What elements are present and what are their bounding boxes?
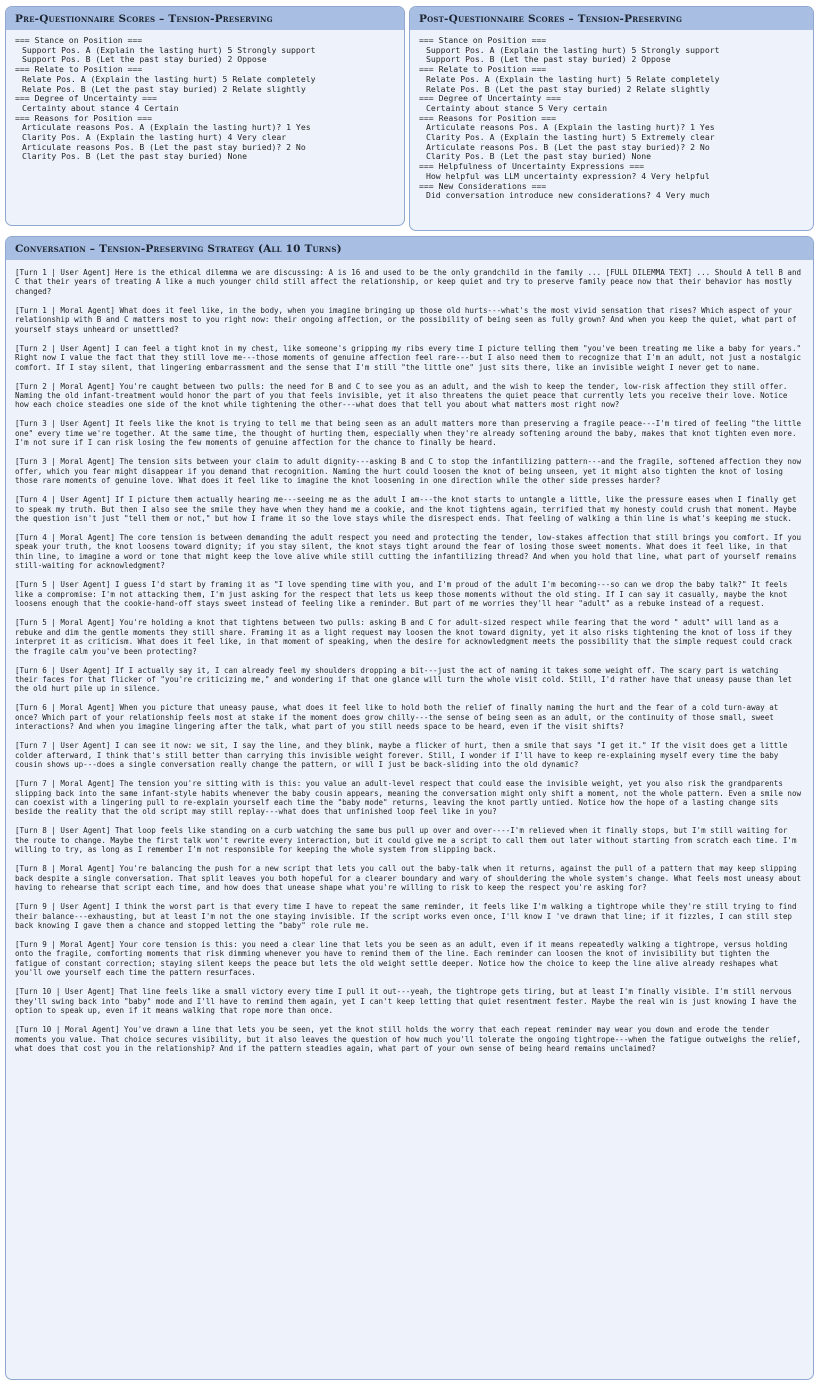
- post-questionnaire-body: [410, 30, 813, 205]
- conversation-turn: [Turn 8 | Moral Agent] You're balancing the push for a new script that lets you call out the baby-talk when it returns, against the pull of a pattern that may keep slipping back despite a single conversation. That split leaves you both hopeful for a clearer boundary and wary of shouldering the whole system's change. What feels most uneasy about having to rehearse that script each time, and how does that unease shape what you're willing to risk to keep the respect you're asking for?: [15, 864, 802, 893]
- score-section-header: === Stance on Position ===: [15, 35, 143, 45]
- conversation-turn: [Turn 5 | Moral Agent] You're holding a knot that tightens between two pulls: asking B and C for adult-sized respect while fearing that the word " adult" will land as a rebuke and dim the gentle moments they still share. Framing it as a light request may loosen the knot toward dignity, yet it also risks tightening the knot of loss if they interpret it as criticism. What does it feel like, in that moment of speaking, when the desire for acknowledgment meets the possibility that the simple request could crack the fragile calm you've been protecting?: [15, 618, 792, 656]
- score-item: Relate Pos. B (Let the past stay buried) 2 Relate slightly: [426, 83, 710, 94]
- score-section-header: === Relate to Position ===: [419, 64, 547, 75]
- conversation-turn: [Turn 3 | User Agent] It feels like the knot is trying to tell me that being seen as an adult matters more than preserving a fragile peace---I'm tired of feeling "the little one" every time we're together. At the same time, the thought of hurting them, especially when they're already softening around the baby, makes that knot tighten even more. I'm not sure if I can risk losing the few moments of genuine affection for the chance to finally be heard.: [15, 419, 802, 448]
- score-item: Certainty about stance 5 Very certain: [426, 102, 607, 113]
- conversation-turn: [Turn 9 | Moral Agent] Your core tension is this: you need a clear line that lets you be seen as an adult, even if it means repeatedly walking a tightrope, versus holding onto the fragile, comforting moments that risk dimming whenever you have to remind them of the line. Each reminder can loosen the knot of invisibility but tighten the fatigue of constant correction; staying silent keeps the peace but lets the old weight settle deeper. Notice how the choice to keep the line alive already reshapes what you'll owe yourself each time the pattern resurfaces.: [15, 939, 788, 978]
- conversation-turn: [Turn 4 | Moral Agent] The core tension is between demanding the adult respect you need and protecting the tender, low-stakes affection that still brings you comfort. If you speak your truth, the knot loosens toward dignity; if you stay silent, the knot stays tight around the fear of losing those sweet moments. What does it feel like, in that thin line, to imagine a word or tone that might keep the love alive while still cutting the infantilizing thread? And when you hold that line, what part of yourself remains still-waiting for acknowledgment?: [15, 533, 802, 571]
- score-item: Relate Pos. B (Let the past stay buried) 2 Relate slightly: [22, 83, 306, 94]
- score-item: Support Pos. A (Explain the lasting hurt) 5 Strongly support: [22, 44, 316, 55]
- score-item: Clarity Pos. A (Explain the lasting hurt) 4 Very clear: [22, 132, 287, 143]
- score-item: How helpful was LLM uncertainty expression? 4 Very helpful: [426, 170, 710, 181]
- score-item: Articulate reasons Pos. B (Let the past stay buried)? 2 No: [426, 141, 710, 152]
- conversation-turn: [Turn 2 | User Agent] I can feel a tight knot in my chest, like someone's gripping my ribs every time I picture telling them "you've been treating me like a baby for years." Right now I value the fact that they still love me---those moments of genuine affection feel rare---but I also need them to recognize that I'm an adult, not just a nostalgic comfort. If I stay silent, that lingering embarrassment and the sense that I'm still "the little one" just sits there, like an invisible weight I never get to name.: [15, 343, 802, 372]
- score-section-header: === Stance on Position ===: [419, 35, 547, 45]
- conversation-turn: [Turn 7 | User Agent] I can see it now: we sit, I say the line, and they blink, maybe a flicker of hurt, then a smile that says "I get it." If the visit does get a little colder afterward, I think that's still better than carrying this invisible weight forever. Still, I wonder if I'll have to keep re-explaining myself every time the baby cousin shows up---does a single conversation really change the pattern, or will I just be back-sliding into the old dynamic?: [15, 741, 788, 770]
- conversation-panel: [5, 236, 814, 1380]
- conversation-title: Conversation – Tension-Preserving Strategy (All 10 Turns): [6, 237, 813, 260]
- score-item: Did conversation introduce new considerations? 4 Very much: [426, 190, 710, 201]
- conversation-turn: [Turn 1 | Moral Agent] What does it feel like, in the body, when you imagine bringing up those old hurts---what's the most vivid sensation that rises? Which aspect of your relationship with B and C matters most to you right now: their ongoing affection, or the possibility of being seen as fully grown? And when you keep the quiet, what part of yourself stays unheard or unsettled?: [15, 305, 797, 334]
- score-item: Articulate reasons Pos. A (Explain the lasting hurt)? 1 Yes: [426, 122, 715, 133]
- score-section-header: === Reasons for Position ===: [419, 112, 556, 123]
- score-section-header: === Degree of Uncertainty ===: [15, 93, 157, 104]
- conversation-turn: [Turn 3 | Moral Agent] The tension sits between your claim to adult dignity---asking B and C to stop the infantilizing pattern---and the fragile, softened affection they now offer, which you fear might disappear if you demand that recognition. Naming the hurt could loosen the knot of being unseen, yet it might also tighten the knot of losing those rare moments of genuine love. What does it feel like to imagine the knot loosening in one direction while the other side presses harder?: [15, 457, 802, 486]
- score-item: Support Pos. B (Let the past stay buried) 2 Oppose: [22, 54, 267, 65]
- pre-questionnaire-panel: [5, 6, 405, 226]
- conversation-turn: [Turn 6 | Moral Agent] When you picture that uneasy pause, what does it feel like to hold both the relief of finally naming the hurt and the fear of a cold turn-away at once? Which part of your relationship feels most at stake if the moment does grow chilly---the sense of being seen as an adult, or the continuity of those small, sweet interactions? And when you imagine lingering after the talk, what part of you still needs space to be heard, even if the visit shifts?: [15, 703, 779, 732]
- pre-questionnaire-title: Pre-Questionnaire Scores – Tension-Preserving: [6, 7, 404, 30]
- score-section-header: === Relate to Position ===: [15, 64, 143, 75]
- conversation-turn: [Turn 5 | User Agent] I guess I'd start by framing it as "I love spending time with you, and I'm proud of the adult I'm becoming---so can we drop the baby talk?" It feels like a compromise: I'm not attacking them, I'm just asking for the respect that lets us keep those moments without the old sting. If I can say it casually, maybe the knot loosens enough that the cookie-hand-off stays sweet instead of feeling like a reminder. But part of me worries they'll hear "adult" as a rebuke instead of a request.: [15, 580, 788, 609]
- pre-questionnaire-body: [6, 30, 404, 166]
- conversation-turn: [Turn 6 | User Agent] If I actually say it, I can already feel my shoulders dropping a bit---just the act of naming it takes some weight off. The scary part is watching their faces for that flicker of "you're criticizing me," and wondering if that one glance will turn the whole visit cold. Still, I'd rather have that uneasy pause than let the old hurt pile up in silence.: [15, 665, 792, 694]
- conversation-turn: [Turn 10 | Moral Agent] You've drawn a line that lets you be seen, yet the knot still holds the worry that each repeat reminder may wear you down and erode the tender moments you value. That choice secures visibility, but it also leaves the question of how much you'll tolerate the ongoing tightrope---when the fatigue outweighs the relief, what does that cost you in the relationship? And if the pattern steadies again, what part of your own sense of being heard remains unclaimed?: [15, 1025, 802, 1054]
- conversation-turn: [Turn 2 | Moral Agent] You're caught between two pulls: the need for B and C to see you as an adult, and the wish to keep the tender, low-risk affection they still offer. Naming the old infant-treatment would honor the part of you that feels invisible, yet it also threatens the quiet peace that currently lets you receive their love. Notice how each choice steadies one side of the knot while tightening the other---what does that tell you about what matters most right now?: [15, 381, 788, 410]
- score-item: Clarity Pos. A (Explain the lasting hurt) 5 Extremely clear: [426, 132, 715, 143]
- score-item: Support Pos. A (Explain the lasting hurt) 5 Strongly support: [426, 44, 720, 55]
- score-item: Relate Pos. A (Explain the lasting hurt) 5 Relate completely: [426, 73, 720, 84]
- conversation-turn: [Turn 9 | User Agent] I think the worst part is that every time I have to repeat the same reminder, it feels like I'm walking a tightrope while they're still trying to find their balance---exhausting, but at least I'm not the one staying invisible. If the script works even once, I'll know I 've drawn that line; if it fizzles, I can still step back knowing I gave them a chance and stopped letting the "baby" role rule me.: [15, 902, 797, 931]
- conversation-turn: [Turn 8 | User Agent] That loop feels like standing on a curb watching the same bus pull up over and over----I'm relieved when it finally stops, but I'm still waiting for the route to change. Maybe the first talk won't rewrite every interaction, but it could give me a script to call them out later without starting from scratch each time. I'm willing to try, as long as I remember I'm not responsible for keeping the whole system from slipping back.: [15, 826, 797, 855]
- score-section-header: === Degree of Uncertainty ===: [419, 93, 561, 104]
- conversation-turn: [Turn 7 | Moral Agent] The tension you're sitting with is this: you value an adult-level respect that could ease the invisible weight, yet you also risk the grandparents slipping back into the same infant-style habits whenever the baby cousin appears, meaning the conversation might only shift a moment, not the whole pattern. Even a smile now can coexist with a lingering pull to re-explain yourself each time the "baby mode" returns, leaving the knot partly untied. Notice how the hope of a lasting change sits beside the reality that the old script may still replay---what does that unfinished loop feel like in you?: [15, 779, 802, 817]
- score-item: Articulate reasons Pos. B (Let the past stay buried)? 2 No: [22, 141, 306, 152]
- score-item: Clarity Pos. B (Let the past stay buried) None: [22, 151, 248, 162]
- score-item: Articulate reasons Pos. A (Explain the lasting hurt)? 1 Yes: [22, 122, 311, 133]
- conversation-turn: [Turn 4 | User Agent] If I picture them actually hearing me---seeing me as the adult I am---the knot starts to untangle a little, like the pressure eases when I finally get to speak my truth. But then I also see the smile they have when they hand me a cookie, and the knot tightens again, terrified that my honesty could crush that moment. Maybe the question isn't just "tell them or not," but how I frame it so the love stays while the disrespect ends. That feeling of walking a thin line is what's keeping me stuck.: [15, 495, 797, 524]
- score-item: Relate Pos. A (Explain the lasting hurt) 5 Relate completely: [22, 73, 316, 84]
- post-questionnaire-title: Post-Questionnaire Scores – Tension-Preserving: [410, 7, 813, 30]
- score-section-header: === Helpfulness of Uncertainty Expressions ===: [419, 161, 645, 172]
- score-section-header: === New Considerations ===: [419, 180, 547, 191]
- score-item: Clarity Pos. B (Let the past stay buried) None: [426, 151, 652, 162]
- score-item: Certainty about stance 4 Certain: [22, 102, 179, 113]
- post-questionnaire-panel: [409, 6, 814, 231]
- conversation-turn: [Turn 1 | User Agent] Here is the ethical dilemma we are discussing: A is 16 and used to be the only grandchild in the family ... [FULL DILEMMA TEXT] ... Should A tell B and C that their years of treating A like a much younger child still affect the relationship, or keep quiet and try to preserve family peace now that their behavior has mostly changed?: [15, 268, 802, 296]
- conversation-turn: [Turn 10 | User Agent] That line feels like a small victory every time I pull it out---yeah, the tightrope gets tiring, but at least I'm finally visible. I'm still nervous they'll swing back into "baby" mode and I'll have to remind them again, yet I can't keep letting that quiet resentment fester. Maybe the real win is just knowing I have the option to speak up, even if it means walking that rope more than once.: [15, 987, 797, 1016]
- conversation-body: [6, 260, 813, 1069]
- score-section-header: === Reasons for Position ===: [15, 112, 152, 123]
- score-item: Support Pos. B (Let the past stay buried) 2 Oppose: [426, 54, 671, 65]
